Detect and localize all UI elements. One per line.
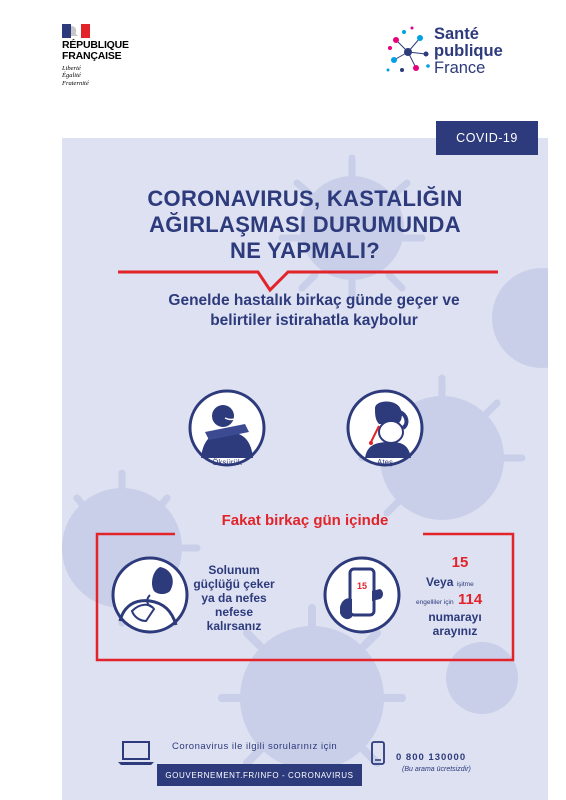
footer-url[interactable]: GOUVERNEMENT.FR/INFO - CORONAVIRUS xyxy=(157,764,362,786)
breathing-difficulty-icon xyxy=(110,555,190,635)
phone-call xyxy=(322,555,402,635)
page-title: CORONAVIRUS, KASTALIĞIN AĞIRLAŞMASI DURUMUNDA NE YAPMALI? xyxy=(147,186,463,263)
republique-francaise-logo xyxy=(62,24,152,94)
subtitle: Genelde hastalık birkaç günde geçer ve belirtiler istirahatla kaybolur xyxy=(168,292,460,329)
warning-heading: Fakat birkaç gün içinde xyxy=(221,512,389,529)
footer-phone: 0 800 130000 xyxy=(396,752,467,763)
laptop-icon xyxy=(117,740,155,766)
spf-wordmark: Santé publique France xyxy=(434,25,503,77)
or-text: Veya işitme xyxy=(426,575,474,589)
hearing-impaired-text: engelliler için 114 xyxy=(416,591,483,608)
cough-label: Öksürük xyxy=(212,458,242,467)
covid-badge: COVID-19 xyxy=(436,121,538,155)
rf-motto: Liberté Égalité Fraternité xyxy=(62,65,89,87)
fever-symptom xyxy=(345,388,425,468)
call-text: numarayı arayınız xyxy=(428,610,482,638)
cough-icon xyxy=(187,388,267,468)
fever-icon xyxy=(345,388,425,468)
marianne-flag-icon xyxy=(62,24,90,38)
footer-phone-note: (Bu arama ücretsizdir) xyxy=(402,766,471,773)
telephone-icon xyxy=(371,741,385,765)
fever-label: Ateş xyxy=(376,458,393,467)
sante-publique-france-logo xyxy=(386,22,516,92)
breathing-text: Solunum güçlüğü çeker ya da nefes nefese kalırsanız xyxy=(193,563,275,633)
emergency-number-15: 15 xyxy=(451,554,469,571)
phone-screen-number: 15 xyxy=(356,581,367,591)
breathing-difficulty xyxy=(110,555,190,635)
footer-question: Coronavirus ile ilgili sorularınız için xyxy=(172,741,338,752)
cough-symptom xyxy=(187,388,267,468)
molecule-icon xyxy=(386,26,432,82)
phone-icon xyxy=(322,555,402,635)
rf-title: RÉPUBLIQUE FRANÇAISE xyxy=(62,39,129,62)
